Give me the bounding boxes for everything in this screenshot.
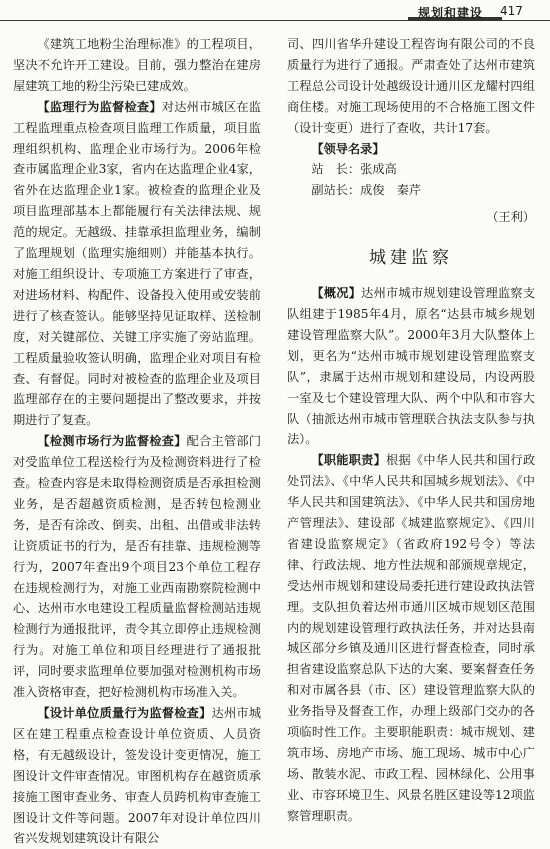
- section-heading: 【职能职责】: [311, 453, 387, 468]
- leader-line-1: 站 长：张成高: [311, 162, 397, 177]
- leader-list: [287, 139, 535, 202]
- section-heading: 【检测市场行为监督检查】: [37, 434, 187, 449]
- section-functions-duties: [287, 450, 535, 826]
- section-design-quality-inspection: [13, 703, 261, 849]
- section-body: 达州市城区在建工程重点检查设计单位资质、人员资格，有无越级设计，签发设计变更情况，施工图设计文件审查情况。审图机构存在越资质承接施工图审查业务、审查人员跨机构审查施工图设计文件等问题。2007年对设计单位四川省兴发规划建筑设计有限公: [13, 706, 262, 846]
- right-paragraph-0: 司、四川省华升建设工程咨询有限公司的不良质量行为进行了通报。严肃查处了达州市建筑工程总公司设计处越级设计通川区龙耀村四组商住楼。对施工现场使用的不合格施工图文件（设计变更）进行了查收，共计17套。: [287, 37, 535, 135]
- leader-line-2: 副站长：成俊 秦芹: [311, 183, 422, 198]
- left-paragraph-0: 《建筑工地粉尘治理标准》的工程项目，坚决不允许开工建设。目前，强力整治在建房屋建筑工地的粉尘污染已建成效。: [13, 37, 261, 93]
- section-testing-market-inspection: [13, 431, 261, 703]
- leader-heading-text: 【领导名录】: [311, 141, 385, 156]
- header-rule: [0, 20, 550, 21]
- left-column: [13, 34, 261, 849]
- section-body: 配合主管部门对受监单位工程送检行为及检测资料进行了检查。检查内容是未取得检测资质是否承担检测业务，是否超越资质检测，是否转包检测业务，是否有涂改、倒卖、出租、出借或非法转让资质证书的行为，是否有挂靠、违规检测等行为，2007年查出9个项目23个单位工程存在违规检测行为，对施工业西南勘察院检测中心、达州市水电建设工程质量监督检测站违规检测行为通报批评，责令其立即停止违规检测行为。对施工单位和项目经理进行了通报批评，同时要求监理单位要加强对检测机构市场准入资格审查，把好检测机构市场准入关。: [13, 434, 262, 700]
- section-heading: 【监理行为监督检查】: [37, 99, 162, 114]
- section-heading: 【概况】: [311, 286, 362, 301]
- header-title: 规划和建设: [418, 6, 484, 20]
- section-heading: 【设计单位质量行为监督检查】: [37, 706, 212, 720]
- section-body: 达州市城市规划建设管理监察支队组建于1985年4月，原名“达县市城乡规划建设管理监察大队”。2000年3月大队整体上划，更名为“达州市城市规划建设管理监察支队”，隶属于达州市规划和建设局，内设两股一室及七个建设管理大队、两个中队和市容大队（抽派达州市城市管理联合执法支队参与执法）。: [287, 286, 536, 447]
- right-column: [287, 34, 535, 827]
- section-body: 根据《中华人民共和国行政处罚法》、《中华人民共和国城乡规划法》、《中华人民共和国建筑法》、《中华人民共和国房地产管理法》、建设部《城建监察规定》、《四川省建设监察规定》（省政府192号令）等法律、行政法规、地方性法规和部颁规章规定，受达州市规划和建设局委托进行建设政执法管理。支队担负着达州市通川区城市规划区范围内的规划建设管理行政执法任务，并对达县南城区部分乡镇及通川区进行督查检查，同时承担省建设监察总队下达的大案、要案督查任务和对市属各县（市、区）建设管理监察大队的业务指导及督查工作，办理上级部门交办的各项临时性工作。主要职能职责：城市规划、建筑市场、房地产市场、施工现场、城市中心广场、散装水泥、市政工程、园林绿化、公用事业、市容环境卫生、风景名胜区建设等12项监察管理职责。: [287, 453, 536, 823]
- leader-heading: [287, 139, 535, 160]
- author-credit: （王利）: [486, 210, 535, 225]
- section-supervision-inspection: [13, 97, 261, 432]
- page-number: 417: [500, 4, 523, 18]
- section-body: 对达州市城区在监工程监理重点检查项目监理工作质量，项目监理组织机构、监理企业市场行为。2006年检查市属监理企业3家，省内在达监理企业4家，省外在达监理企业1家。被检查的监理企业及项目监理部基本上都能履行有关法律法规、规范的规定。无越级、挂靠承担监理业务，编制了监理规划（监理实施细则）并能基本执行。对施工组织设计、专项施工方案进行了审查，对进场材料、构配件、设备投入使用或安装前进行了核查签认。能够坚持见证取样、送检制度，对关键部位、关键工序实施了旁站监理。工程质量验收签认明确，监理企业对项目有检查、有督促。同时对被检查的监理企业及项目监理部存在的主要问题提出了整改要求，并按期进行了复查。: [13, 99, 262, 428]
- page-header: [0, 0, 550, 24]
- chapter-title: 城建监察: [369, 248, 453, 269]
- section-overview: [287, 283, 535, 450]
